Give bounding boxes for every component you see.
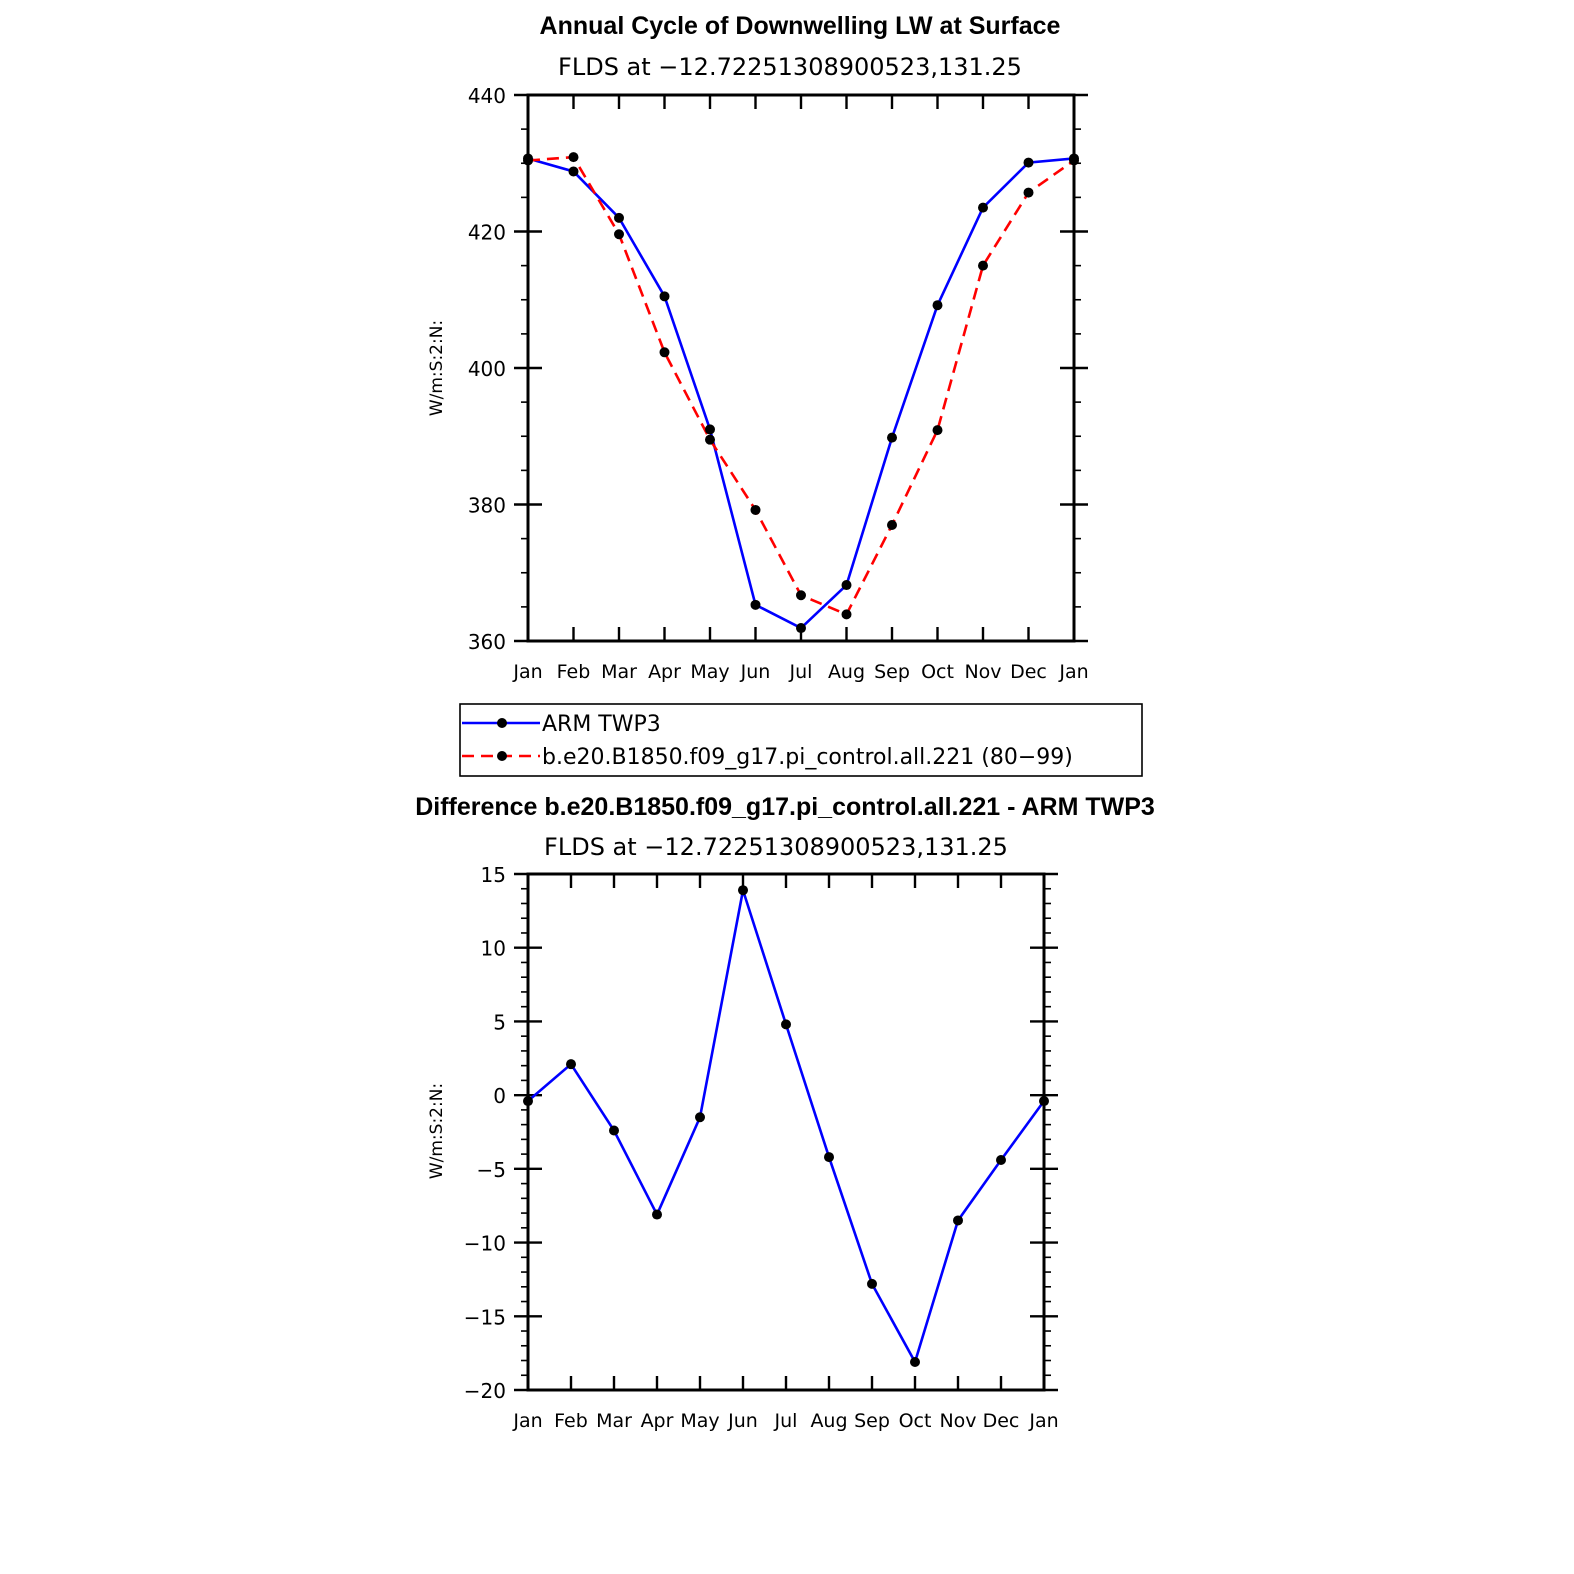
x-tick-label: Oct [921,661,954,683]
y-tick-label: 5 [493,1010,506,1035]
legend-item-model [462,745,1073,770]
series-0-point [738,885,748,895]
y-tick-label: 380 [467,493,506,518]
chart1-legend [460,704,1142,776]
series-0-point [609,1126,619,1136]
x-tick-label: Mar [596,1410,632,1432]
x-tick-label: Aug [827,661,866,683]
series-1-point [978,261,988,271]
chart1-ticks [468,84,1089,683]
x-tick-label: Apr [640,1410,674,1432]
series-0-point [751,600,761,610]
x-tick-label: Jan [513,661,543,683]
legend-marker [497,718,507,728]
x-tick-label: Dec [1010,661,1047,683]
series-1-point [660,347,670,357]
series-0-point [705,424,715,434]
y-tick-label: −10 [463,1231,506,1256]
chart1-ylabel: W/m:S:2:N: [427,319,447,417]
x-tick-label: Jun [740,661,771,683]
series-0-point [652,1210,662,1220]
x-tick-label: Jan [513,1410,543,1432]
difference-chart [415,793,1155,1432]
series-0-point [933,300,943,310]
chart2-ylabel: W/m:S:2:N: [427,1082,447,1180]
x-tick-label: Jun [728,1410,758,1432]
series-0-point [695,1112,705,1122]
x-tick-label: Sep [854,1410,890,1432]
series-1-point [751,505,761,515]
y-tick-label: 440 [467,84,506,108]
chart2-title: Difference b.e20.B1850.f09_g17.pi_control.all.221 - ARM TWP3 [415,793,1155,821]
series-0-point [824,1152,834,1162]
y-tick-label: 360 [467,630,506,654]
x-tick-label: Oct [898,1410,932,1432]
legend-label-arm-twp3: ARM TWP3 [542,712,661,737]
series-1-point [796,590,806,600]
y-tick-label: −5 [476,1157,506,1182]
annual-cycle-chart [427,12,1089,683]
y-tick-label: −15 [463,1305,506,1330]
series-1-point [614,229,624,239]
x-tick-label: Apr [648,661,681,683]
x-tick-label: Jan [1059,661,1089,683]
series-0-point [842,580,852,590]
legend-label-model: b.e20.B1850.f09_g17.pi_control.all.221 (80−99) [542,745,1073,770]
chart2-plot-frame [528,874,1044,1390]
chart2-subtitle: FLDS at −12.72251308900523,131.25 [544,833,1008,861]
series-1-point [887,520,897,530]
series-line-0 [528,158,1074,628]
y-tick-label: 400 [467,357,506,381]
x-tick-label: Nov [939,1410,977,1432]
series-0-point [660,291,670,301]
series-0-point [953,1215,963,1225]
y-tick-label: −20 [463,1379,506,1403]
series-0-point [978,203,988,213]
chart2-series [523,885,1049,1367]
chart1-subtitle: FLDS at −12.72251308900523,131.25 [558,53,1022,81]
series-0-point [996,1155,1006,1165]
series-1-point [1024,188,1034,198]
series-1-point [933,425,943,435]
x-tick-label: Jul [789,661,813,683]
series-0-point [566,1059,576,1069]
series-0-point [569,166,579,176]
x-tick-label: Feb [556,661,591,683]
y-tick-label: 15 [480,863,506,887]
series-0-point [887,433,897,443]
y-tick-label: 10 [480,936,506,961]
x-tick-label: Nov [964,661,1002,683]
chart1-plot-frame [528,95,1074,641]
y-tick-label: 0 [493,1084,506,1109]
x-tick-label: Dec [982,1410,1020,1432]
chart1-title: Annual Cycle of Downwelling LW at Surface [539,12,1061,40]
x-tick-label: Sep [874,661,910,683]
series-0-point [614,213,624,223]
series-line-0 [528,890,1044,1362]
series-0-point [796,623,806,633]
series-0-point [781,1019,791,1029]
chart1-series [523,152,1079,633]
series-line-1 [528,157,1074,614]
series-0-point [910,1357,920,1367]
x-tick-label: Mar [601,661,637,683]
series-0-point [867,1279,877,1289]
x-tick-label: Aug [810,1410,848,1432]
y-tick-label: 420 [467,220,506,245]
series-1-point [842,609,852,619]
series-1-point [705,435,715,445]
legend-marker [497,751,507,761]
x-tick-label: Jul [774,1410,798,1432]
x-tick-label: Feb [554,1410,588,1432]
series-0-point [1024,158,1034,168]
x-tick-label: May [690,661,730,683]
x-tick-label: Jan [1029,1410,1059,1432]
series-1-point [569,152,579,162]
x-tick-label: May [680,1410,720,1432]
